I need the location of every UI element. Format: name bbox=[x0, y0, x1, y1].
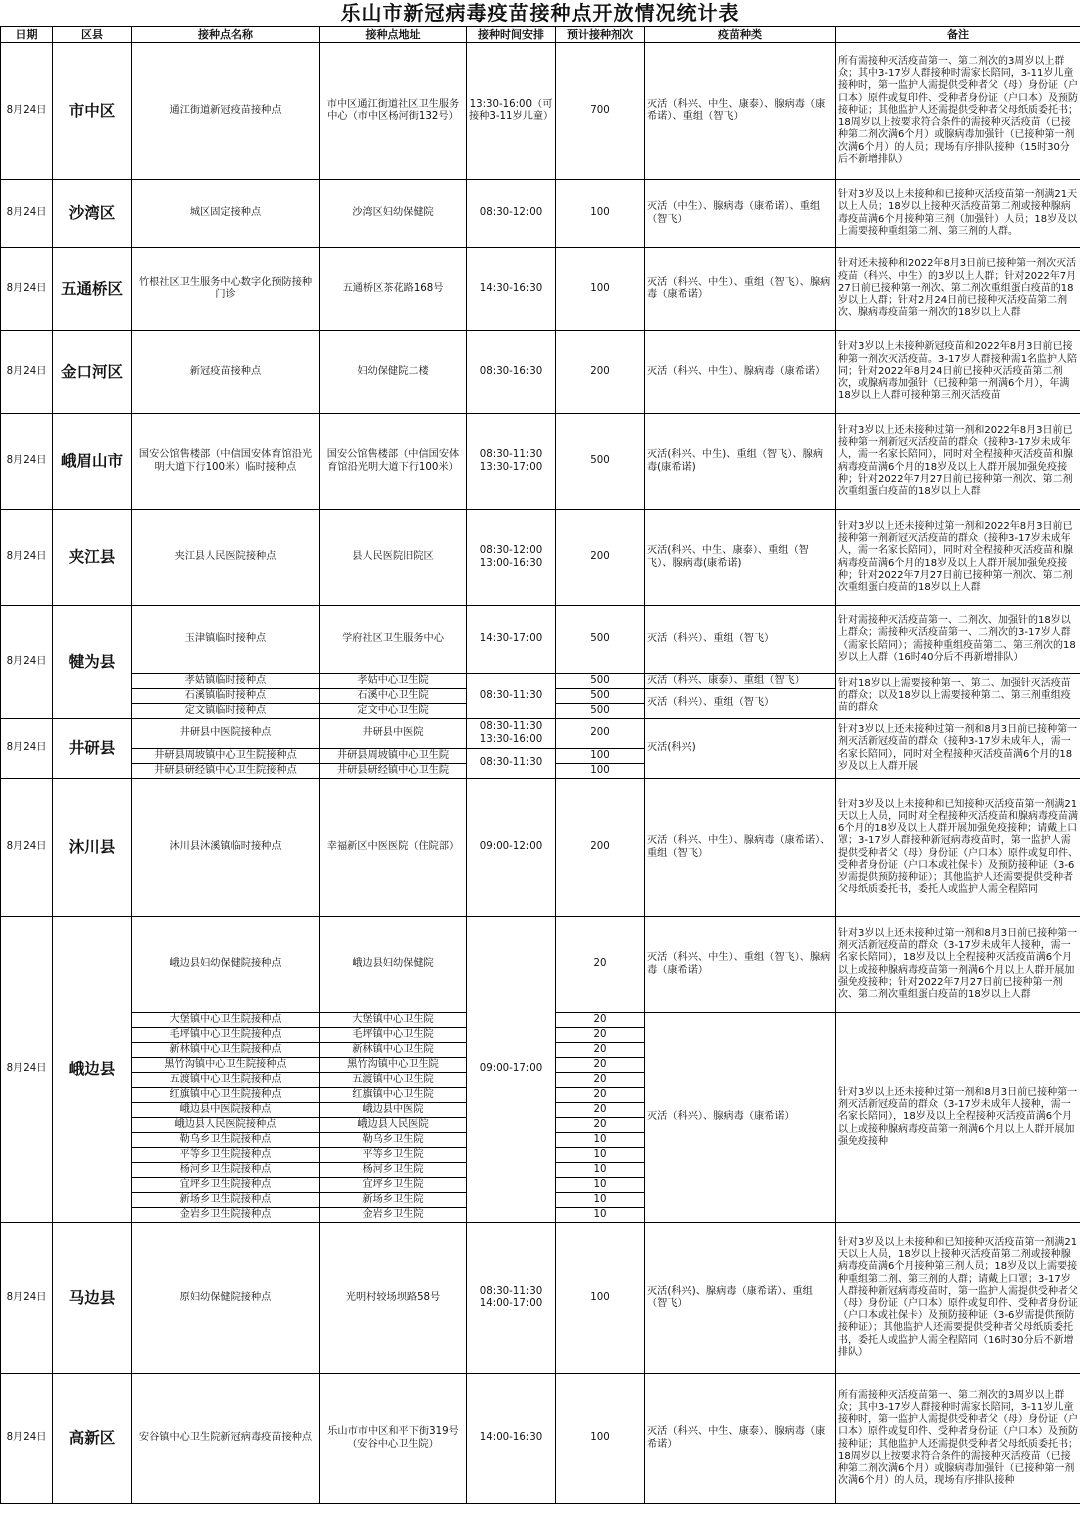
site-address-cell: 毛坪镇中心卫生院 bbox=[320, 1028, 467, 1043]
doses-cell: 200 bbox=[556, 331, 645, 414]
site-name-cell: 竹根社区卫生服务中心数字化预防接种门诊 bbox=[132, 248, 320, 331]
district-cell: 井研县 bbox=[53, 719, 132, 779]
vaccine-type-cell: 灭活(科兴) bbox=[645, 719, 836, 779]
vaccine-type-cell: 灭活（中生）、腺病毒（康希诺）、重组（智飞） bbox=[645, 180, 836, 248]
site-name-cell: 玉津镇临时接种点 bbox=[132, 606, 320, 674]
schedule-cell: 08:30-11:30 bbox=[467, 674, 556, 719]
date-cell: 8月24日 bbox=[1, 917, 53, 1223]
site-address-cell: 幸福新区中医医院（住院部） bbox=[320, 779, 467, 917]
remarks-cell: 针对3岁以上还未接种过第一剂和2022年8月3日前已接种第一剂新冠灭活疫苗的群众（接种3-17岁未成年人，需一名家长陪同），同时对全程接种灭活疫苗和腺病毒疫苗满6个月的18岁及以上人群开展加强免疫接种；针对2022年7月27日前已接种第一剂次、第二剂次重组蛋白疫苗的18岁以上人群 bbox=[836, 510, 1080, 606]
schedule-cell: 08:30-11:30 13:30-16:00 bbox=[467, 719, 556, 749]
doses-cell: 200 bbox=[556, 510, 645, 606]
doses-cell: 500 bbox=[556, 689, 645, 704]
header-vaccine-type: 疫苗种类 bbox=[645, 27, 836, 43]
vaccine-type-cell: 灭活（科兴）、重组（智飞） bbox=[645, 689, 836, 719]
date-cell: 8月24日 bbox=[1, 43, 53, 180]
site-name-cell: 井研县中医院接种点 bbox=[132, 719, 320, 749]
date-cell: 8月24日 bbox=[1, 719, 53, 779]
vaccine-type-cell: 灭活（科兴、中生、康泰）、腺病毒（康希诺） bbox=[645, 1374, 836, 1504]
site-name-cell: 峨边县中医院接种点 bbox=[132, 1103, 320, 1118]
date-cell: 8月24日 bbox=[1, 779, 53, 917]
vaccine-type-cell: 灭活（科兴）、重组（智飞） bbox=[645, 606, 836, 674]
table-row bbox=[1, 248, 1080, 331]
site-address-cell: 五通桥区茶花路168号 bbox=[320, 248, 467, 331]
doses-cell: 700 bbox=[556, 43, 645, 180]
table-row bbox=[1, 180, 1080, 248]
site-name-cell: 毛坪镇中心卫生院接种点 bbox=[132, 1028, 320, 1043]
table-row bbox=[1, 43, 1080, 180]
header-remarks: 备注 bbox=[836, 27, 1080, 43]
site-name-cell: 定文镇临时接种点 bbox=[132, 704, 320, 719]
site-address-cell: 县人民医院旧院区 bbox=[320, 510, 467, 606]
district-cell: 金口河区 bbox=[53, 331, 132, 414]
site-name-cell: 金岩乡卫生院接种点 bbox=[132, 1208, 320, 1223]
site-name-cell: 峨边县人民医院接种点 bbox=[132, 1118, 320, 1133]
site-address-cell: 井研县周坡镇中心卫生院 bbox=[320, 749, 467, 764]
doses-cell: 10 bbox=[556, 1148, 645, 1163]
site-name-cell: 宜坪乡卫生院接种点 bbox=[132, 1178, 320, 1193]
site-name-cell: 大堡镇中心卫生院接种点 bbox=[132, 1013, 320, 1028]
header-row bbox=[1, 27, 1080, 43]
schedule-cell: 14:30-16:30 bbox=[467, 248, 556, 331]
doses-cell: 100 bbox=[556, 749, 645, 764]
site-address-cell: 新林镇中心卫生院 bbox=[320, 1043, 467, 1058]
table-row bbox=[1, 510, 1080, 606]
vaccination-sites-table bbox=[0, 26, 1080, 1504]
doses-cell: 20 bbox=[556, 1103, 645, 1118]
district-cell: 沙湾区 bbox=[53, 180, 132, 248]
doses-cell: 20 bbox=[556, 1088, 645, 1103]
site-address-cell: 井研县研经镇中心卫生院 bbox=[320, 764, 467, 779]
date-cell: 8月24日 bbox=[1, 180, 53, 248]
vaccine-type-cell: 灭活（科兴、中生）、腺病毒（康希诺） bbox=[645, 331, 836, 414]
site-address-cell: 国安公馆售楼部（中信国安体育馆沿光明大道下行100米） bbox=[320, 414, 467, 510]
remarks-cell: 针对18岁以上需要接种第一、第二、加强针灭活疫苗的群众；以及18岁以上需要接种第二、第三剂重组疫苗的群众 bbox=[836, 674, 1080, 719]
schedule-cell: 08:30-11:30 14:00-17:00 bbox=[467, 1223, 556, 1374]
site-name-cell: 井研县研经镇中心卫生院接种点 bbox=[132, 764, 320, 779]
site-address-cell: 大堡镇中心卫生院 bbox=[320, 1013, 467, 1028]
district-cell: 马边县 bbox=[53, 1223, 132, 1374]
site-name-cell: 平等乡卫生院接种点 bbox=[132, 1148, 320, 1163]
site-name-cell: 杨河乡卫生院接种点 bbox=[132, 1163, 320, 1178]
district-cell: 沐川县 bbox=[53, 779, 132, 917]
site-address-cell: 市中区通江街道社区卫生服务中心（市中区杨河街132号） bbox=[320, 43, 467, 180]
remarks-cell: 针对3岁以上还未接种过第一剂和8月3日前已接种第一剂灭活新冠疫苗的群众（3-17岁未成年人接种，需一名家长陪同），18岁及以上全程接种灭活疫苗满6个月以上或接种腺病毒疫苗第一剂满6个月以上人群开展加强免疫接种；针对2022年7月27日前已接种第一剂次、第二剂次重组蛋白疫苗的18岁以上人群 bbox=[836, 917, 1080, 1013]
doses-cell: 20 bbox=[556, 917, 645, 1013]
remarks-cell: 针对3岁及以上未接种和已知接种灭活疫苗第一剂满21天以上人员，同时对全程接种灭活疫苗和腺病毒疫苗满6个月的18岁及以上人群开展加强免疫接种；请戴上口罩；3-17岁人群接种新冠病毒疫苗时，第一监护人需提供受种者父（母）身份证（户口本）原件或复印件、受种者身份证（户口本或社保卡）及预防接种证（3-6岁需提供预防接种证）；其他监护人还需要提供受种者父母纸质委托书，委托人或监护人需全程陪同 bbox=[836, 779, 1080, 917]
remarks-cell: 针对3岁及以上未接种和已接种灭活疫苗第一剂满21天以上人员；18岁以上接种灭活疫苗第二剂或接种腺病毒疫苗满6个月接种第三剂（加强针）人员；18岁及以上需要接种重组第二剂、第三剂的人群。 bbox=[836, 180, 1080, 248]
site-name-cell: 红旗镇中心卫生院接种点 bbox=[132, 1088, 320, 1103]
date-cell: 8月24日 bbox=[1, 1374, 53, 1504]
vaccine-type-cell: 灭活(科兴、中生、康泰）、重组（智飞）、腺病毒(康希诺) bbox=[645, 510, 836, 606]
site-address-cell: 勒乌乡卫生院 bbox=[320, 1133, 467, 1148]
remarks-cell: 针对3岁以上还未接种过第一剂和2022年8月3日前已接种第一剂新冠灭活疫苗的群众（接种3-17岁未成年人，需一名家长陪同），同时对全程接种灭活疫苗和腺病毒疫苗满6个月的18岁及以上人群开展加强免疫接种；针对2022年7月27日前已接种第一剂次、第二剂次重组蛋白疫苗的18岁以上人群 bbox=[836, 414, 1080, 510]
doses-cell: 200 bbox=[556, 779, 645, 917]
site-name-cell: 勒乌乡卫生院接种点 bbox=[132, 1133, 320, 1148]
date-cell: 8月24日 bbox=[1, 606, 53, 719]
schedule-cell: 08:30-12:00 13:00-16:30 bbox=[467, 510, 556, 606]
doses-cell: 10 bbox=[556, 1208, 645, 1223]
table-row bbox=[1, 917, 1080, 1013]
site-address-cell: 杨河乡卫生院 bbox=[320, 1163, 467, 1178]
schedule-cell: 13:30-16:00（可接种3-11岁儿童） bbox=[467, 43, 556, 180]
doses-cell: 500 bbox=[556, 414, 645, 510]
site-name-cell: 新林镇中心卫生院接种点 bbox=[132, 1043, 320, 1058]
doses-cell: 20 bbox=[556, 1028, 645, 1043]
table-row bbox=[1, 674, 1080, 689]
site-address-cell: 井研县中医院 bbox=[320, 719, 467, 749]
doses-cell: 500 bbox=[556, 704, 645, 719]
remarks-cell: 针对3岁以上未接种新冠疫苗和2022年8月3日前已接种第一剂次灭活疫苗。3-17岁人群接种需1名监护人陪同；针对2022年8月24日前已接种灭活疫苗第二剂次，或腺病毒加强针（已接种第一剂满6个月），年满18岁以上人群可接种第三剂灭活疫苗 bbox=[836, 331, 1080, 414]
district-cell: 夹江县 bbox=[53, 510, 132, 606]
schedule-cell: 08:30-12:00 bbox=[467, 180, 556, 248]
table-row bbox=[1, 606, 1080, 674]
site-address-cell: 乐山市市中区和平下街319号（安谷中心卫生院） bbox=[320, 1374, 467, 1504]
site-address-cell: 学府社区卫生服务中心 bbox=[320, 606, 467, 674]
vaccine-type-cell: 灭活（科兴、中生、康泰）、腺病毒（康希诺）、重组（智飞） bbox=[645, 43, 836, 180]
doses-cell: 500 bbox=[556, 606, 645, 674]
schedule-cell: 09:00-12:00 bbox=[467, 779, 556, 917]
site-name-cell: 峨边县妇幼保健院接种点 bbox=[132, 917, 320, 1013]
remarks-cell: 针对3岁及以上未接种和已知接种灭活疫苗第一剂满21天以上人员，18岁以上接种灭活疫苗第二剂或接种腺病毒疫苗满6个月接种第三剂人员；18岁及以上需要接种重组第二剂、第三剂的人群；请戴上口罩；3-17岁人群接种新冠病毒疫苗时，第一监护人需提供受种者父（母）身份证（户口本）原件或复印件、受种者身份证（户口本或社保卡）及预防接种证（3-6岁需提供预防接种证）；其他监护人还需要提供受种者父母纸质委托书，委托人或监护人需全程陪同（16时30分后不新增排队） bbox=[836, 1223, 1080, 1374]
vaccine-type-cell: 灭活(科兴)、腺病毒（康希诺）、重组（智飞） bbox=[645, 1223, 836, 1374]
schedule-cell: 09:00-17:00 bbox=[467, 917, 556, 1223]
table-row bbox=[1, 331, 1080, 414]
district-cell: 峨边县 bbox=[53, 917, 132, 1223]
district-cell: 五通桥区 bbox=[53, 248, 132, 331]
doses-cell: 20 bbox=[556, 1013, 645, 1028]
doses-cell: 100 bbox=[556, 1223, 645, 1374]
site-address-cell: 妇幼保健院二楼 bbox=[320, 331, 467, 414]
doses-cell: 10 bbox=[556, 1163, 645, 1178]
schedule-cell: 08:30-16:30 bbox=[467, 331, 556, 414]
doses-cell: 10 bbox=[556, 1178, 645, 1193]
site-name-cell: 原妇幼保健院接种点 bbox=[132, 1223, 320, 1374]
site-address-cell: 定文中心卫生院 bbox=[320, 704, 467, 719]
doses-cell: 100 bbox=[556, 180, 645, 248]
header-schedule: 接种时间安排 bbox=[467, 27, 556, 43]
district-cell: 市中区 bbox=[53, 43, 132, 180]
site-address-cell: 峨边县人民医院 bbox=[320, 1118, 467, 1133]
site-address-cell: 孝姑中心卫生院 bbox=[320, 674, 467, 689]
date-cell: 8月24日 bbox=[1, 1223, 53, 1374]
doses-cell: 500 bbox=[556, 674, 645, 689]
schedule-cell: 14:00-16:30 bbox=[467, 1374, 556, 1504]
site-address-cell: 五渡镇中心卫生院 bbox=[320, 1073, 467, 1088]
site-name-cell: 黑竹沟镇中心卫生院接种点 bbox=[132, 1058, 320, 1073]
site-address-cell: 宜坪乡卫生院 bbox=[320, 1178, 467, 1193]
site-address-cell: 石溪中心卫生院 bbox=[320, 689, 467, 704]
remarks-cell: 所有需接种灭活疫苗第一、第二剂次的3周岁以上群众；其中3-17岁人群接种时需家长陪同，3-11岁儿童接种时，第一监护人需提供受种者父（母）身份证（户口本）原件或复印件、受种者身份证（户口本）及预防接种证；其他监护人还需提供受种者父母纸质委托书；18周岁以上按要求符合条件的需接种灭活疫苗（已接种第二剂次满6个月）或腺病毒加强针（已接种第一剂次满6个月）的人员，现场有序排队接种 bbox=[836, 1374, 1080, 1504]
site-address-cell: 平等乡卫生院 bbox=[320, 1148, 467, 1163]
site-address-cell: 新场乡卫生院 bbox=[320, 1193, 467, 1208]
date-cell: 8月24日 bbox=[1, 248, 53, 331]
doses-cell: 20 bbox=[556, 1073, 645, 1088]
table-row bbox=[1, 719, 1080, 749]
site-name-cell: 国安公馆售楼部（中信国安体育馆沿光明大道下行100米）临时接种点 bbox=[132, 414, 320, 510]
header-site-name: 接种点名称 bbox=[132, 27, 320, 43]
schedule-cell: 14:30-17:00 bbox=[467, 606, 556, 674]
doses-cell: 100 bbox=[556, 764, 645, 779]
header-date: 日期 bbox=[1, 27, 53, 43]
site-name-cell: 安谷镇中心卫生院新冠病毒疫苗接种点 bbox=[132, 1374, 320, 1504]
vaccine-type-cell: 灭活（科兴、中生）、腺病毒（康希诺）、重组（智飞） bbox=[645, 779, 836, 917]
site-name-cell: 新场乡卫生院接种点 bbox=[132, 1193, 320, 1208]
doses-cell: 100 bbox=[556, 248, 645, 331]
schedule-cell: 08:30-11:30 bbox=[467, 749, 556, 779]
site-name-cell: 五渡镇中心卫生院接种点 bbox=[132, 1073, 320, 1088]
site-name-cell: 夹江县人民医院接种点 bbox=[132, 510, 320, 606]
page-title: 乐山市新冠病毒疫苗接种点开放情况统计表 bbox=[340, 1, 740, 25]
district-cell: 犍为县 bbox=[53, 606, 132, 719]
table-row bbox=[1, 414, 1080, 510]
vaccine-type-cell: 灭活（科兴、中生）、重组（智飞）、腺病毒（康希诺） bbox=[645, 248, 836, 331]
doses-cell: 20 bbox=[556, 1043, 645, 1058]
date-cell: 8月24日 bbox=[1, 510, 53, 606]
header-doses: 预计接种剂次 bbox=[556, 27, 645, 43]
table-row bbox=[1, 779, 1080, 917]
district-cell: 峨眉山市 bbox=[53, 414, 132, 510]
remarks-cell: 针对3岁以上还未接种过第一剂和8月3日前已接种第一剂灭活新冠疫苗的群众（3-17岁未成年人接种，需一名家长陪同），18岁及以上全程接种灭活疫苗满6个月以上或接种腺病毒疫苗第一剂满6个月以上人群开展加强免疫接种 bbox=[836, 1013, 1080, 1223]
table-row bbox=[1, 1223, 1080, 1374]
remarks-cell: 针对需接种灭活疫苗第一、二剂次、加强针的18岁以上群众；需接种灭活疫苗第一、二剂次的3-17岁人群（需家长陪同）；需接种重组疫苗第二、第三剂次的18岁以上人群（16时40分后不再新增排队） bbox=[836, 606, 1080, 674]
site-address-cell: 红旗镇中心卫生院 bbox=[320, 1088, 467, 1103]
vaccine-type-cell: 灭活（科兴、中生）、重组（智飞）、腺病毒（康希诺） bbox=[645, 917, 836, 1013]
site-address-cell: 黑竹沟镇中心卫生院 bbox=[320, 1058, 467, 1073]
date-cell: 8月24日 bbox=[1, 331, 53, 414]
vaccine-type-cell: 灭活(科兴、中生)、重组（智飞）、腺病毒(康希诺) bbox=[645, 414, 836, 510]
doses-cell: 20 bbox=[556, 1118, 645, 1133]
site-name-cell: 孝姑镇临时接种点 bbox=[132, 674, 320, 689]
doses-cell: 10 bbox=[556, 1193, 645, 1208]
site-name-cell: 城区固定接种点 bbox=[132, 180, 320, 248]
site-address-cell: 峨边县中医院 bbox=[320, 1103, 467, 1118]
header-site-address: 接种点地址 bbox=[320, 27, 467, 43]
header-district: 区县 bbox=[53, 27, 132, 43]
doses-cell: 200 bbox=[556, 719, 645, 749]
site-name-cell: 新冠疫苗接种点 bbox=[132, 331, 320, 414]
site-address-cell: 沙湾区妇幼保健院 bbox=[320, 180, 467, 248]
table-row bbox=[1, 1374, 1080, 1504]
date-cell: 8月24日 bbox=[1, 414, 53, 510]
doses-cell: 20 bbox=[556, 1058, 645, 1073]
doses-cell: 100 bbox=[556, 1374, 645, 1504]
site-address-cell: 峨边县妇幼保健院 bbox=[320, 917, 467, 1013]
doses-cell: 10 bbox=[556, 1133, 645, 1148]
site-name-cell: 井研县周坡镇中心卫生院接种点 bbox=[132, 749, 320, 764]
site-name-cell: 石溪镇临时接种点 bbox=[132, 689, 320, 704]
site-address-cell: 光明村较场坝路58号 bbox=[320, 1223, 467, 1374]
schedule-cell: 08:30-11:30 13:30-17:00 bbox=[467, 414, 556, 510]
vaccine-type-cell: 灭活（科兴、康泰）、重组（智飞） bbox=[645, 674, 836, 689]
district-cell: 高新区 bbox=[53, 1374, 132, 1504]
remarks-cell: 针对3岁以上还未接种过第一剂和8月3日前已接种第一剂灭活新冠疫苗的群众（接种3-17岁未成年人，需一名家长陪同），同时对全程接种灭活疫苗满6个月的18岁及以上人群开展 bbox=[836, 719, 1080, 779]
vaccine-type-cell: 灭活（科兴）、腺病毒（康希诺） bbox=[645, 1013, 836, 1223]
site-name-cell: 通江街道新冠疫苗接种点 bbox=[132, 43, 320, 180]
remarks-cell: 针对还未接种和2022年8月3日前已接种第一剂次灭活疫苗（科兴、中生）的3岁以上人群；针对2022年7月27日前已接种第一剂次、第二剂次重组蛋白疫苗的18岁以上人群；针对2月24日前已接种灭活疫苗第二剂次、腺病毒疫苗第一剂次的18岁以上人群 bbox=[836, 248, 1080, 331]
site-name-cell: 沐川县沐溪镇临时接种点 bbox=[132, 779, 320, 917]
remarks-cell: 所有需接种灭活疫苗第一、第二剂次的3周岁以上群众；其中3-17岁人群接种时需家长陪同，3-11岁儿童接种时，第一监护人需提供受种者父（母）身份证（户口本）原件或复印件、受种者身份证（户口本）及预防接种证；其他监护人还需提供受种者父母纸质委托书；18周岁以上按要求符合条件的需接种灭活疫苗（已接种第二剂次满6个月）或腺病毒加强针（已接种第一剂次满6个月）的人员；现场有序排队接种（15时30分后不新增排队） bbox=[836, 43, 1080, 180]
site-address-cell: 金岩乡卫生院 bbox=[320, 1208, 467, 1223]
